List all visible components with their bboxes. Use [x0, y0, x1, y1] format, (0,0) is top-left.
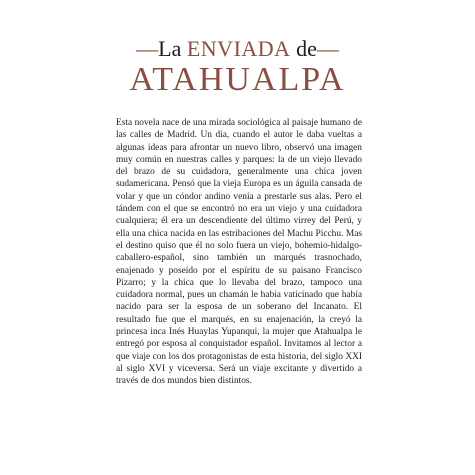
title-word-la: La: [158, 36, 182, 61]
title-word-de: de: [296, 36, 317, 61]
title-dash-left: —: [136, 36, 159, 61]
title-line-1: [0, 36, 475, 62]
synopsis-paragraph: Esta novela nace de una mirada sociológica al paisaje humano de las calles de Madrid. Un día, cuando el autor le daba vueltas a algunas ideas para afrontar un nuevo libro, observó una imagen muy común en nuestras calles y parques: la de un viejo llevado del brazo de su cuidadora, generalmente una chica joven sudamericana. Pensó que la vieja Europa es un águila cansada de volar y que un cóndor andino venía a prestarle sus alas. Pero el tándem con el que se encontró no era un viejo y una cuidadora cualquiera; él era un descendiente del último virrey del Perú, y ella una chica nacida en las estribaciones del Machu Picchu. Mas el destino quiso que él no solo fuera un viejo, bohemio-hidalgo-caballero-español, sino también un marqués trasnochado, enajenado y poseído por el espíritu de su paisano Francisco Pizarro; y la chica que lo llevaba del brazo, tampoco una cuidadora normal, pues un chamán le había vaticinado que había nacido para ser la esposa de un soberano del Incanato. El resultado fue que el marqués, en su enajenación, la creyó la princesa inca Inés Huaylas Yupanqui, la mujer que Atahualpa le entregó por esposa al conquistador español. Invitamos al lector a que viaje con los dos protagonistas de esta historia, del siglo XXI al siglo XVI y viceversa. Será un viaje excitante y divertido a través de dos mundos bien distintos.: [116, 118, 362, 387]
title-dash-right: —: [316, 36, 339, 61]
title-main: ATAHUALPA: [129, 61, 346, 98]
title-word-enviada: ENVIADA: [186, 36, 291, 61]
